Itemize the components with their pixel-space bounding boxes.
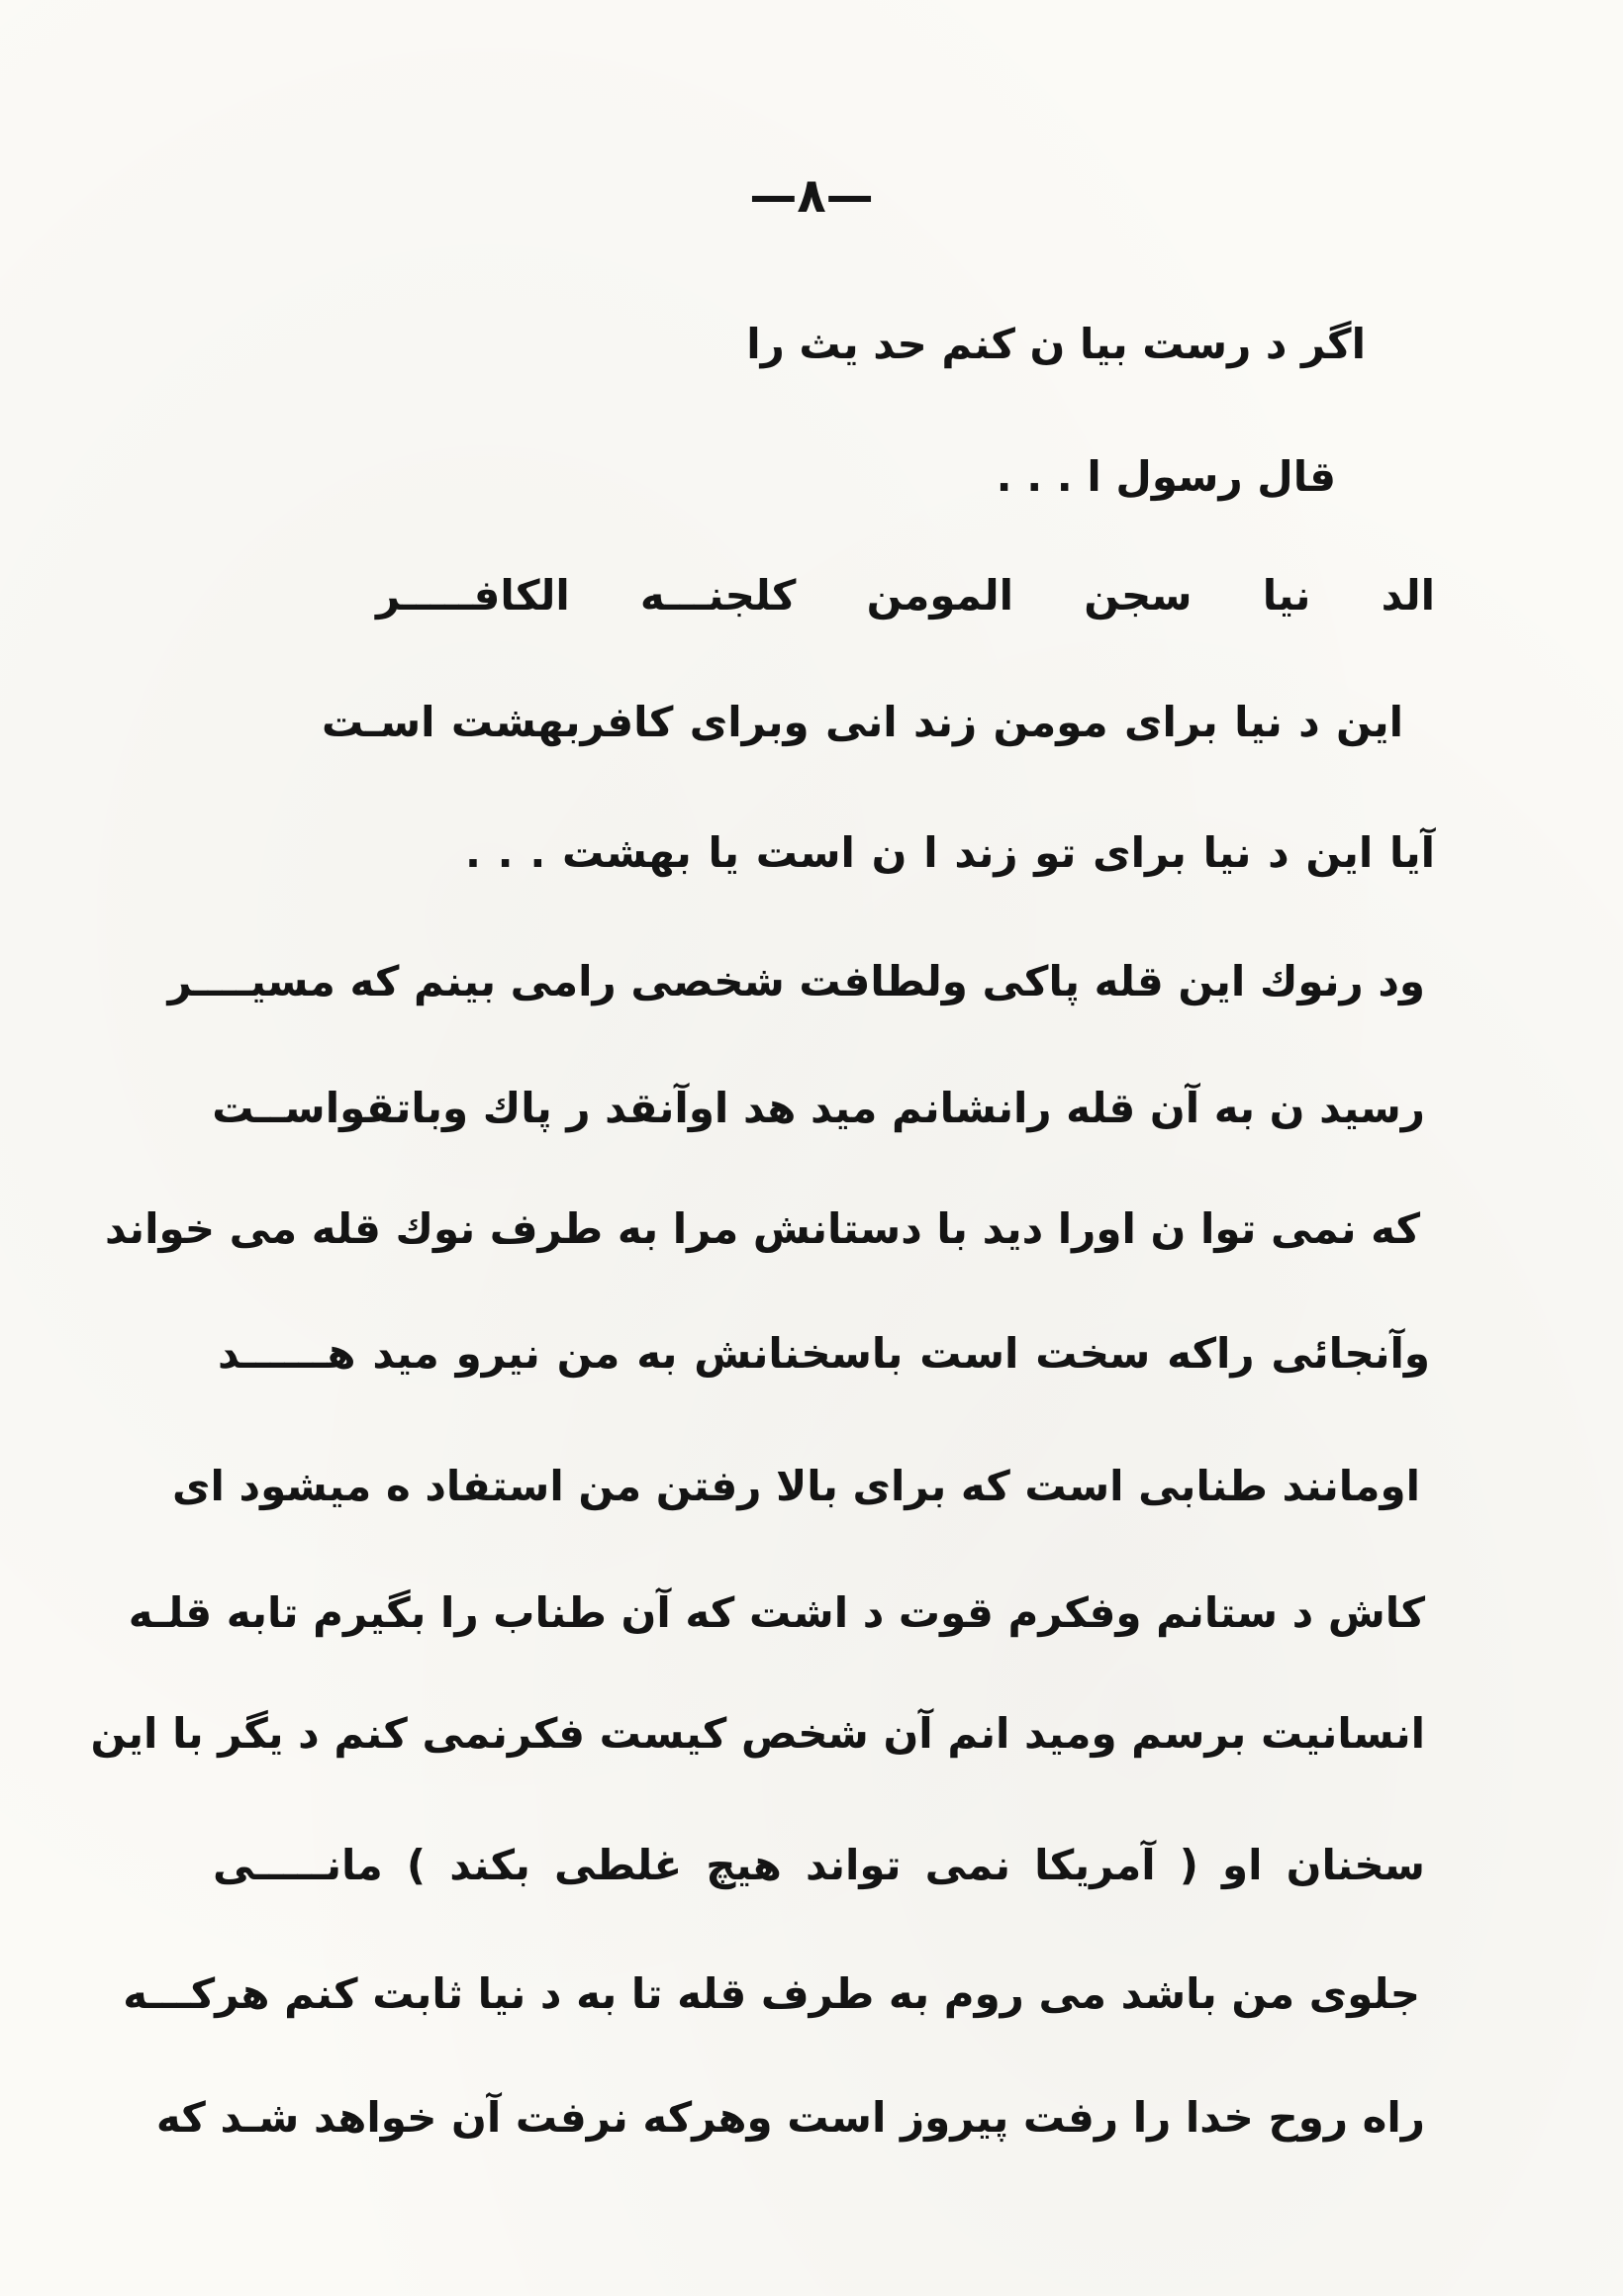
text-line-7: رسید ن به آن قله رانشانم مید هد اوآنقد ر پاك وباتقواســت [212,1084,1425,1132]
text-line-6: ود رنوك این قله پاکی ولطافت شخصی رامی بینم که مسیــــر [167,957,1425,1005]
text-line-5: آیا این د نیا برای تو زند ا ن است یا بهشت . . . [465,828,1435,877]
text-line-12: انسانیت برسم ومید انم آن شخص کیست فکرنمی کنم د یگر با این [90,1709,1425,1758]
text-line-11: کاش د ستانم وفکرم قوت د اشت که آن طناب را بگیرم تابه قلـه [128,1588,1425,1637]
page-number: —٨— [749,168,874,224]
text-line-4: این د نیا برای مومن زند انی وبرای کافربهشت اسـت [322,698,1403,746]
text-line-1: اگر د رست بیا ن کنم حد یث را [746,320,1366,368]
text-line-15: راه روح خدا را رفت پیروز است وهرکه نرفت آن خواهد شـد که [155,2093,1425,2142]
text-line-13: سخنان او ( آمریکا نمی تواند هیچ غلطی بکند ) مانـــــی [213,1841,1425,1889]
text-line-8: که نمی توا ن اورا دید با دستانش مرا به طرف نوك قله می خواند [105,1204,1420,1253]
text-line-3-arabic-quote: الد نیا سجن المومن کلجنـــه الکافـــــر [376,571,1435,620]
text-line-9: وآنجائی راکه سخت است باسخنانش به من نیرو مید هــــــد [218,1329,1430,1378]
text-line-14: جلوی من باشد می روم به طرف قله تا به د نیا ثابت کنم هرکـــه [123,1969,1420,2018]
text-line-10: اومانند طنابی است که برای بالا رفتن من استفاد ه میشود ای [172,1462,1420,1510]
text-line-2: قال رسول ا . . . [996,452,1336,501]
